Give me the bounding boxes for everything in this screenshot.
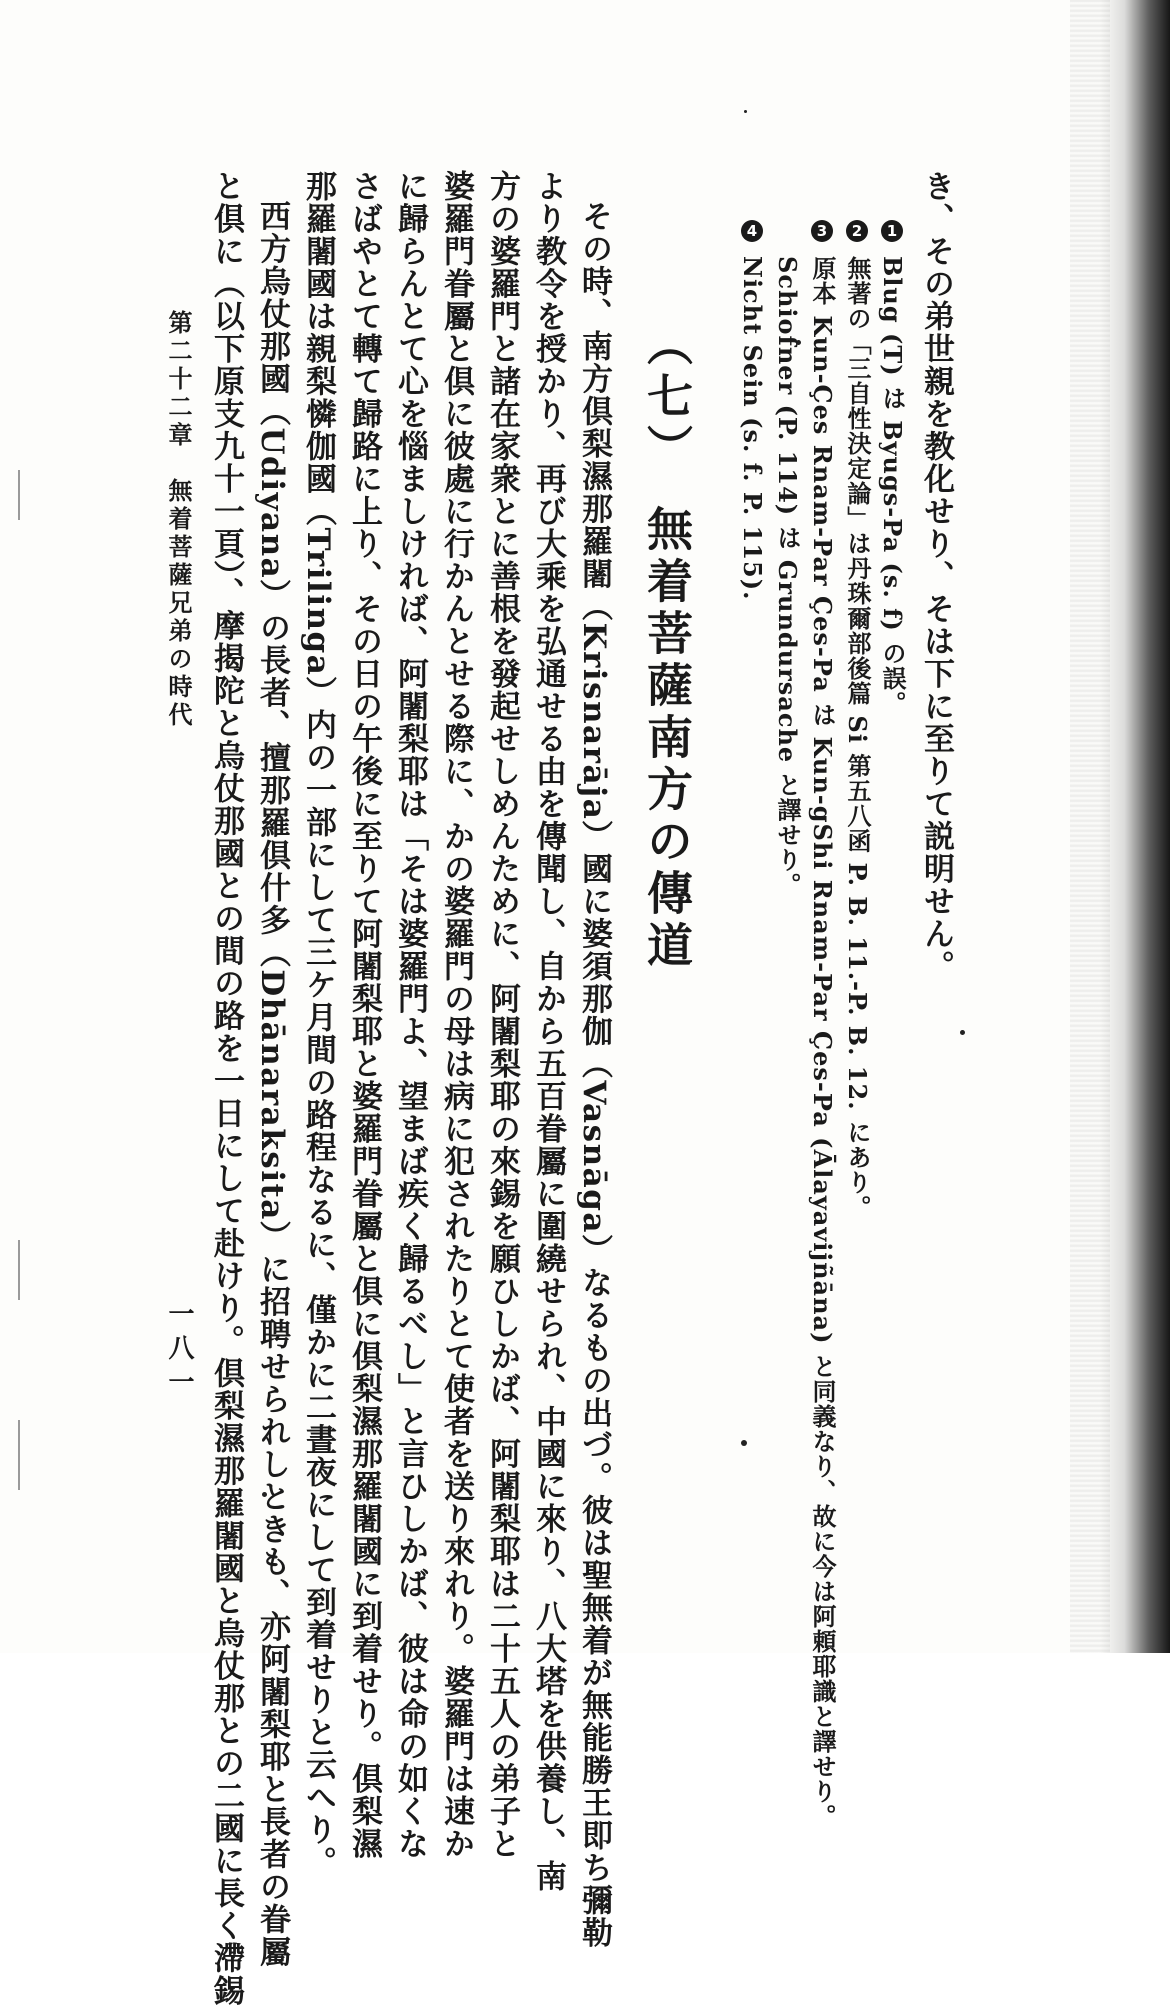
footnote-text: Blug (T) は Byugs-Pa (s. f) の誤。: [878, 256, 907, 717]
margin-mark: [18, 1240, 20, 1300]
text-column: 婆羅門眷屬と倶に彼處に行かんとせる際に、かの婆羅門の母は病に犯されたりとて使者を送り來れり。婆羅門は速か: [438, 170, 474, 1860]
footnote-4: [738, 220, 767, 601]
footnote-number: 1: [883, 221, 901, 241]
text-column: 方の婆羅門と諸在家衆とに善根を發起せしめんために、阿闍梨耶の來錫を願ひしかば、阿闍梨耶は二十五人の弟子と: [484, 170, 520, 1860]
text-column: さばやとて轉て歸路に上り、その日の午後に至りて阿闍梨耶と婆羅門眷屬と倶に倶梨濕那羅闍國に到着せり。倶梨濕: [346, 170, 382, 1860]
binding-shadow: [1100, 0, 1170, 1653]
scan-speck: [960, 1030, 965, 1035]
text-column: に歸らんとて心を惱ましければ、阿闍梨耶は「そは婆羅門よ、望まば疾く歸るべし」と言ひしかば、彼は命の如くな: [392, 170, 428, 1860]
text-column: 那羅闍國は親梨憐伽國（Trilinga）内の一部にして三ケ月間の路程なるに、僅かに二晝夜にして到着せりと云へり。: [300, 170, 336, 1879]
footnote-number: 4: [743, 221, 761, 241]
chapter-footer: 第二十二章 無着菩薩兄弟の時代: [164, 310, 193, 730]
footnote-text: Nicht Sein (s. f. P. 115).: [738, 256, 767, 601]
page-number: 一八一: [164, 1300, 194, 1402]
text-column: と倶に（以下原支九十一頁）、摩揭陀と烏仗那國との間の路を一日にして赴けり。倶梨濕那羅闍國と烏仗那との二國に長く滯錫: [208, 170, 244, 2007]
footnote-number: 3: [813, 221, 831, 241]
text-column: より教令を授かり、再び大乘を弘通せる由を傳聞し、自から五百眷屬に圍繞せられ、中國に來り、八大塔を供養し、南: [530, 170, 566, 1893]
text-column: 西方烏仗那國（Udiyana）の長者、擅那羅倶什多（Dhānaraksita）に招聘せられしときも、亦阿闍梨耶と長者の眷屬: [254, 200, 290, 1969]
footnote-2: [843, 220, 872, 1220]
text-column: き、その弟世親を教化せり、そは下に至りて説明せん。: [918, 170, 954, 983]
section-heading: （七） 無着菩薩南方の傳道: [640, 320, 694, 973]
margin-mark: [18, 470, 20, 520]
footnote-1: [878, 220, 907, 717]
footnote-3: [808, 220, 837, 1829]
scan-speck: [744, 110, 747, 113]
margin-mark: [18, 1420, 20, 1490]
footnote-3-continuation: Schiofner (P. 114) は Grundursache と譯せり。: [773, 256, 802, 898]
scan-speck: [741, 1440, 747, 1446]
text-column: その時、南方倶梨濕那羅闍（Krisnarāja）國に婆須那伽（Vasnāga）なるもの出づ。彼は聖無着が無能勝王即ち彌勒: [576, 200, 612, 1949]
footnote-number: 2: [848, 221, 866, 241]
footnote-text: 原本 Kun-Çes Rnam-Par Çes-Pa は Kun-gShi Rnam-Par Çes-Pa (Ālayavijñāna) と同義なり、故に今は阿頼耶識と譯せり。: [808, 256, 837, 1829]
footnote-text: 無著の「三自性決定論」は丹珠爾部後篇 Si 第五八函 P. B. 11.-P. B. 12. にあり。: [843, 256, 872, 1220]
